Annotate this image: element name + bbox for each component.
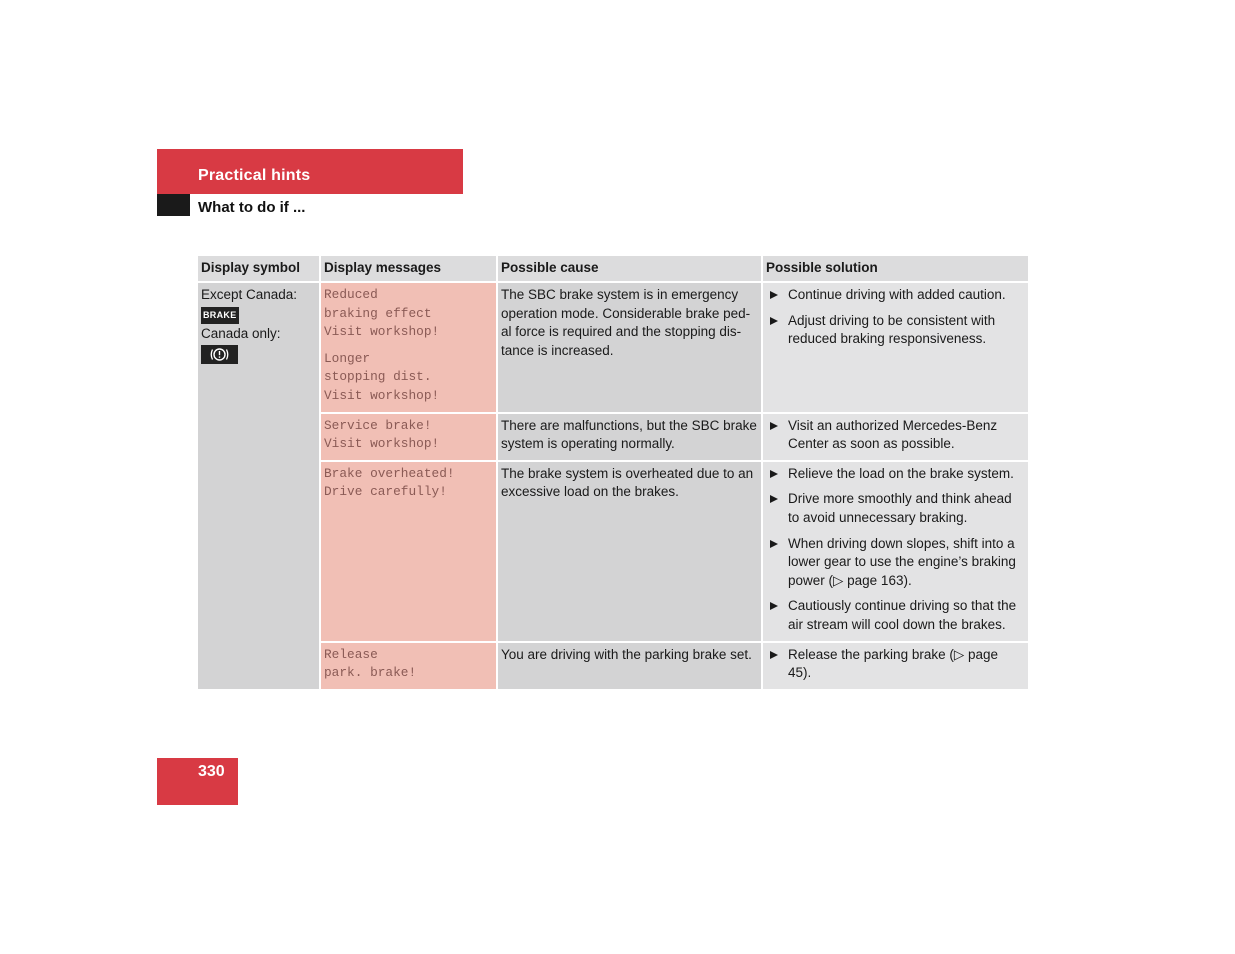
message-line: stopping dist. xyxy=(324,369,432,385)
bullet-arrow-icon xyxy=(770,422,778,430)
bullet-arrow-icon xyxy=(770,317,778,325)
message-line: Visit workshop! xyxy=(324,387,440,403)
solution-item: Adjust driving to be consistent with reduced braking responsiveness. xyxy=(766,312,1025,349)
message-line: Release xyxy=(324,646,378,662)
column-header-possible-solution: Possible solution xyxy=(762,256,1028,282)
display-symbol-cell xyxy=(198,282,320,689)
message-line: park. brake! xyxy=(324,665,417,681)
page-number: 330 xyxy=(198,763,225,780)
column-header-possible-cause: Possible cause xyxy=(497,256,762,282)
table-header-row xyxy=(198,256,1028,282)
message-line: Visit workshop! xyxy=(324,324,440,340)
bullet-arrow-icon xyxy=(770,651,778,659)
table-row xyxy=(198,413,1028,461)
bullet-arrow-icon xyxy=(770,470,778,478)
message-line: Reduced xyxy=(324,287,378,302)
display-message-cell xyxy=(320,642,497,689)
message-line: Longer xyxy=(324,350,371,366)
display-message-cell xyxy=(320,282,497,413)
bullet-arrow-icon xyxy=(770,495,778,503)
solution-item: Release the parking brake (▷ page 45). xyxy=(766,646,1025,683)
bullet-arrow-icon xyxy=(770,602,778,610)
column-header-display-messages: Display messages xyxy=(320,256,497,282)
possible-solution-cell xyxy=(762,413,1028,461)
solution-item: Continue driving with added caution. xyxy=(766,286,1025,305)
display-message-cell xyxy=(320,461,497,642)
message-line: Brake overheated! xyxy=(324,465,455,481)
table-row xyxy=(198,642,1028,689)
bullet-arrow-icon xyxy=(770,540,778,548)
message-line: Visit workshop! xyxy=(324,436,440,452)
except-canada-label: Except Canada: xyxy=(201,287,298,302)
possible-cause-cell: You are driving with the parking brake set. xyxy=(497,642,762,689)
brake-warning-icon: BRAKE xyxy=(201,307,239,324)
possible-solution-cell xyxy=(762,282,1028,413)
solution-item: Drive more smoothly and think ahead to avoid unnecessary braking. xyxy=(766,490,1025,527)
section-title: Practical hints xyxy=(198,167,311,184)
message-line: Service brake! xyxy=(324,417,432,433)
possible-cause-cell: The SBC brake system is in emergency operation mode. Considerable brake ped-al force is required and the stopping dis-tance is increased. xyxy=(497,282,762,413)
canada-only-label: Canada only: xyxy=(201,325,281,341)
possible-cause-cell: There are malfunctions, but the SBC brake system is operating normally. xyxy=(497,413,762,461)
possible-solution-cell xyxy=(762,642,1028,689)
solution-item: When driving down slopes, shift into a lower gear to use the engine’s braking power (▷ page 163). xyxy=(766,535,1025,591)
brake-circle-warning-icon xyxy=(201,345,238,364)
subsection-title: What to do if ... xyxy=(198,199,306,216)
display-messages-table xyxy=(198,256,1028,689)
column-header-display-symbol: Display symbol xyxy=(198,256,320,282)
message-line: Drive carefully! xyxy=(324,484,447,500)
possible-solution-cell xyxy=(762,461,1028,642)
display-message-cell xyxy=(320,413,497,461)
table-row xyxy=(198,282,1028,413)
solution-item: Visit an authorized Mercedes-Benz Center as soon as possible. xyxy=(766,417,1025,454)
table-row xyxy=(198,461,1028,642)
solution-item: Relieve the load on the brake system. xyxy=(766,465,1025,484)
subsection-marker xyxy=(157,194,190,216)
message-line: braking effect xyxy=(324,305,432,321)
possible-cause-cell: The brake system is overheated due to an excessive load on the brakes. xyxy=(497,461,762,642)
bullet-arrow-icon xyxy=(770,291,778,299)
solution-item: Cautiously continue driving so that the air stream will cool down the brakes. xyxy=(766,597,1025,634)
